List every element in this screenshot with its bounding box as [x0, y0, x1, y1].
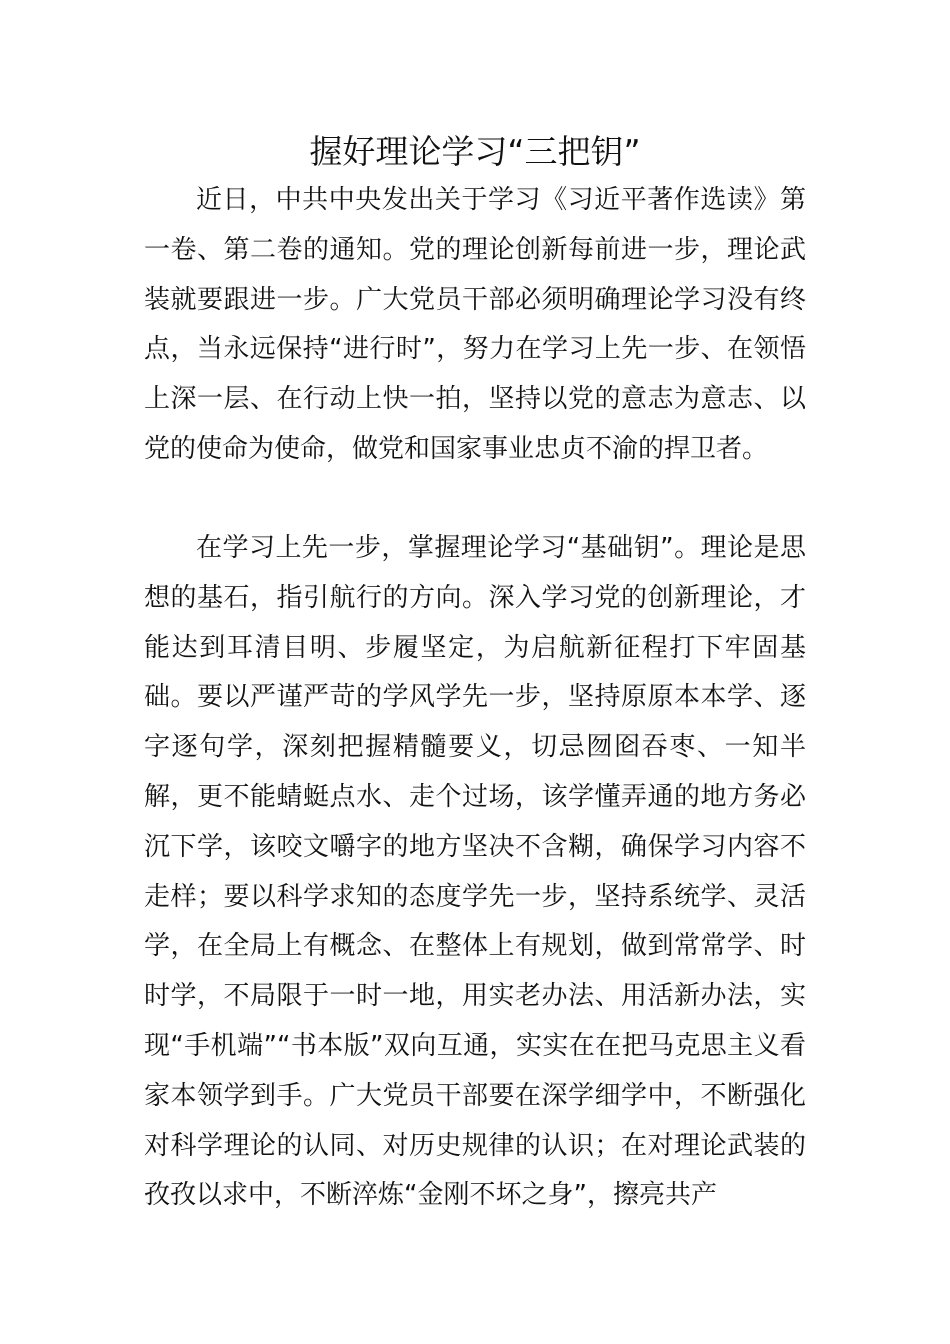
paragraph-learning-first: 在学习上先一步，掌握理论学习“基础钥”。理论是思想的基石，指引航行的方向。深入学习党的创新理论，才能达到耳清目明、步履坚定，为启航新征程打下牢固基础。要以严谨严苛的学风学先一步，坚持原原本本学、逐字逐句学，深刻把握精髓要义，切忌囫囵吞枣、一知半解，更不能蜻蜓点水、走个过场，该学懂弄通的地方务必沉下学，该咬文嚼字的地方坚决不含糊，确保学习内容不走样；要以科学求知的态度学先一步，坚持系统学、灵活学，在全局上有概念、在整体上有规划，做到常常学、时时学，不局限于一时一地，用实老办法、用活新办法，实现“手机端”“书本版”双向互通，实实在在把马克思主义看家本领学到手。广大党员干部要在深学细学中，不断强化对科学理论的认同、对历史规律的认识；在对理论武装的孜孜以求中，不断淬炼“金刚不坏之身”，擦亮共产 [144, 533, 806, 1211]
paragraph-intro: 近日，中共中央发出关于学习《习近平著作选读》第一卷、第二卷的通知。党的理论创新每前进一步，理论武装就要跟进一步。广大党员干部必须明确理论学习没有终点，当永远保持“进行时”，努力在学习上先一步、在领悟上深一层、在行动上快一拍，坚持以党的意志为意志、以党的使命为使命，做党和国家事业忠贞不渝的捍卫者。 [144, 185, 806, 464]
page-title: 握好理论学习“三把钥” [309, 132, 641, 171]
